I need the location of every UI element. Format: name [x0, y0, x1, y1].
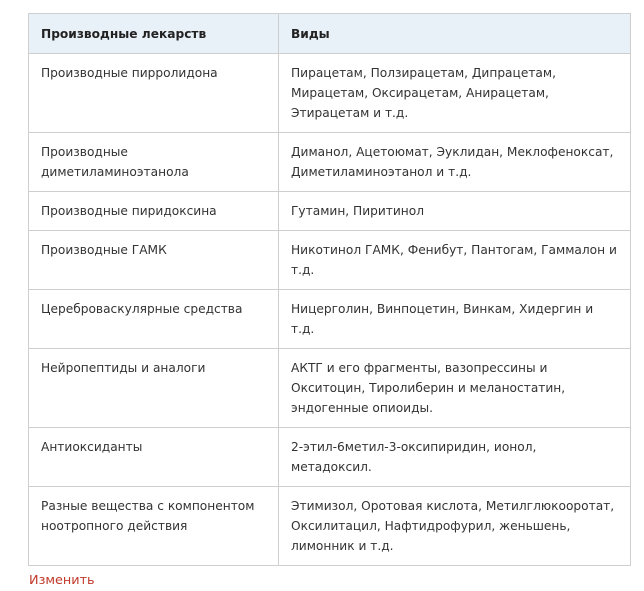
derivative-name: Разные вещества с компонентом ноотропного действия — [29, 487, 279, 566]
derivative-name: Цереброваскулярные средства — [29, 290, 279, 349]
header-types: Виды — [279, 14, 631, 54]
derivative-name: Производные пирролидона — [29, 54, 279, 133]
table-row — [29, 349, 631, 428]
table-row — [29, 487, 631, 566]
derivative-types: АКТГ и его фрагменты, вазопрессины и Окситоцин, Тиролиберин и меланостатин, эндогенные опиоиды. — [279, 349, 631, 428]
derivative-types: 2-этил-6метил-3-оксипиридин, ионол, метадоксил. — [279, 428, 631, 487]
derivative-types: Диманол, Ацетоюмат, Эуклидан, Меклофеноксат, Диметиламиноэтанол и т.д. — [279, 133, 631, 192]
table-row — [29, 231, 631, 290]
drug-derivatives-table-container — [28, 13, 630, 566]
derivative-types: Никотинол ГАМК, Фенибут, Пантогам, Гаммалон и т.д. — [279, 231, 631, 290]
derivative-name: Производные ГАМК — [29, 231, 279, 290]
derivative-types: Пирацетам, Ползирацетам, Дипрацетам, Мирацетам, Оксирацетам, Анирацетам, Этирацетам и т.д. — [279, 54, 631, 133]
derivative-name: Производные пиридоксина — [29, 192, 279, 231]
derivative-name: Антиоксиданты — [29, 428, 279, 487]
derivative-types: Ницерголин, Винпоцетин, Винкам, Хидергин и т.д. — [279, 290, 631, 349]
table-row — [29, 133, 631, 192]
table-row — [29, 290, 631, 349]
table-row — [29, 192, 631, 231]
header-derivatives: Производные лекарств — [29, 14, 279, 54]
drug-derivatives-table — [28, 13, 631, 566]
derivative-types: Этимизол, Оротовая кислота, Метилглюкооротат, Оксилитацил, Нафтидрофурил, женьшень, лимонник и т.д. — [279, 487, 631, 566]
derivative-types: Гутамин, Пиритинол — [279, 192, 631, 231]
derivative-name: Производные диметиламиноэтанола — [29, 133, 279, 192]
table-row — [29, 54, 631, 133]
table-header-row — [29, 14, 631, 54]
derivative-name: Нейропептиды и аналоги — [29, 349, 279, 428]
table-row — [29, 428, 631, 487]
edit-link[interactable]: Изменить — [29, 573, 95, 588]
